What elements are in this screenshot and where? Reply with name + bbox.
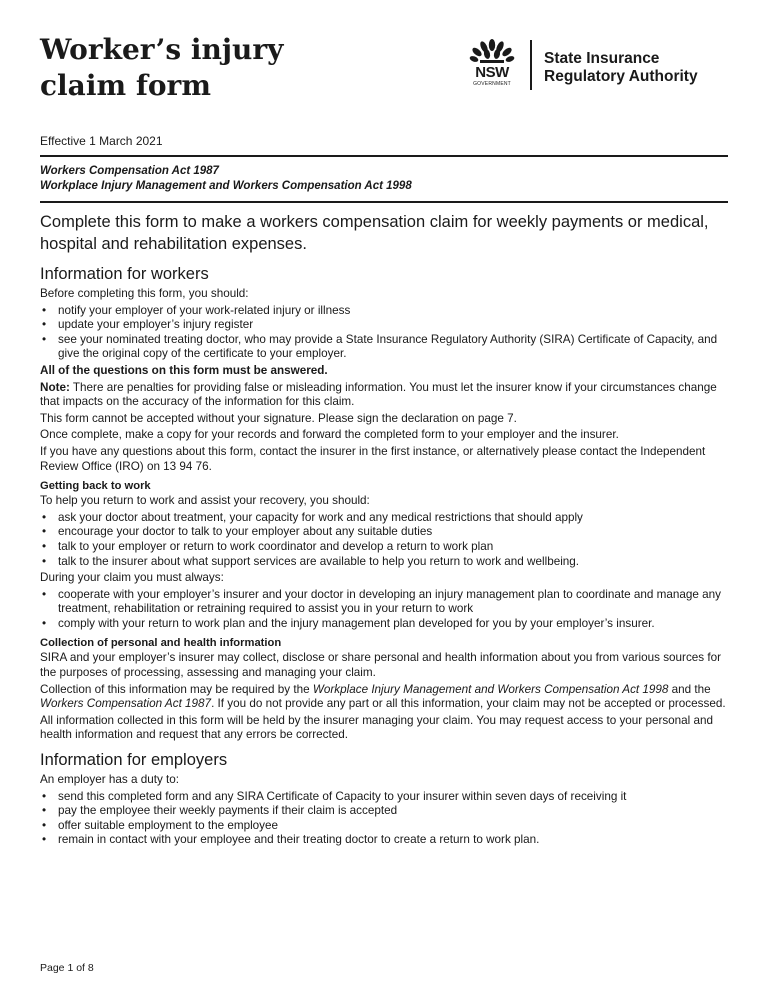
text-span: and the (668, 682, 711, 696)
legislation-list (40, 164, 412, 194)
during-claim-text: During your claim you must always: (40, 571, 224, 585)
intro-text: Complete this form to make a workers compensation claim for weekly payments or medical, hospital and rehabilitation expenses. (40, 213, 709, 253)
text-span: . If you do not provide any part or all this information, your claim may not be accepted or processed. (211, 697, 726, 711)
list-item: • encourage your doctor to talk to your employer about any suitable duties (40, 525, 730, 540)
title-line-1: Worker’s injury (40, 33, 284, 66)
collection-paragraph-1: SIRA and your employer’s insurer may collect, disclose or share personal and health information about you from various sources for the purposes of processing, assessing and managing your claim. (40, 651, 722, 680)
workers-bullet-list (40, 304, 730, 362)
list-item: • send this completed form and any SIRA Certificate of Capacity to your insurer within seven days of receiving it (40, 790, 730, 805)
all-questions-notice: All of the questions on this form must be answered. (40, 363, 328, 377)
sira-logo (466, 38, 736, 94)
note-paragraph (40, 381, 730, 410)
agency-line-2: Regulatory Authority (544, 68, 698, 85)
nsw-government-label: GOVERNMENT (473, 81, 511, 87)
text-span: Collection of this information may be required by the (40, 682, 313, 696)
page-number: Page 1 of 8 (40, 962, 94, 974)
collection-paragraph-3: All information collected in this form will be held by the insurer managing your claim. You may request access to your personal and health information and request that any errors be corrected. (40, 713, 714, 742)
note-text: There are penalties for providing false or misleading information. You must let the insurer know if your circumstances change that impacts on the accuracy of the information for this claim. (40, 380, 717, 409)
waratah-icon (466, 38, 518, 66)
list-item: • remain in contact with your employee and their treating doctor to create a return to work plan. (40, 833, 730, 848)
note-label: Note: (40, 380, 70, 394)
collection-paragraph-2 (40, 683, 730, 712)
questions-text: If you have any questions about this form, contact the insurer in the first instance, or alternatively please contact the Independent Review Office (IRO) on 13 94 76. (40, 444, 706, 473)
workers-before: Before completing this form, you should: (40, 287, 249, 300)
act-1998: Workplace Injury Management and Workers Compensation Act 1998 (40, 180, 412, 192)
nsw-waratah-logo (466, 38, 518, 94)
collection-heading: Collection of personal and health information (40, 637, 282, 650)
back-to-work-list (40, 511, 730, 569)
workers-heading: Information for workers (40, 265, 209, 283)
agency-name (544, 50, 698, 86)
form-information (40, 264, 730, 850)
act-reference: Workers Compensation Act 1987 (40, 697, 212, 711)
employers-list (40, 790, 730, 848)
nsw-wordmark: NSW (475, 64, 509, 81)
logo-divider (530, 40, 532, 90)
list-item: • ask your doctor about treatment, your capacity for work and any medical restrictions that should apply (40, 511, 730, 526)
list-item: • talk to the insurer about what support services are available to help you return to work and wellbeing. (40, 555, 730, 570)
signature-notice: This form cannot be accepted without your signature. Please sign the declaration on page 7. (40, 411, 517, 425)
act-1987: Workers Compensation Act 1987 (40, 165, 219, 177)
divider (40, 155, 728, 157)
employers-heading: Information for employers (40, 751, 228, 770)
employers-intro: An employer has a duty to: (40, 773, 180, 787)
list-item: • see your nominated treating doctor, who may provide a State Insurance Regulatory Authority (SIRA) Certificate of Capacity, and give the original copy of the certificate to your employer. (40, 333, 730, 362)
during-claim-list (40, 588, 730, 632)
list-item: • comply with your return to work plan and the injury management plan developed for you by your employer’s insurer. (40, 617, 730, 632)
list-item: • notify your employer of your work-related injury or illness (40, 304, 730, 319)
list-item: • update your employer’s injury register (40, 318, 730, 333)
list-item: • pay the employee their weekly payments if their claim is accepted (40, 804, 730, 819)
list-item: • cooperate with your employer’s insurer and your doctor in developing an injury management plan to coordinate and manage any treatment, rehabilitation or retraining required to assist you in your return to work (40, 588, 730, 617)
effective-date: Effective 1 March 2021 (40, 134, 163, 148)
act-reference: Workplace Injury Management and Workers Compensation Act 1998 (312, 682, 669, 696)
list-item: • offer suitable employment to the employee (40, 819, 730, 834)
form-title (40, 32, 340, 104)
back-to-work-intro: To help you return to work and assist your recovery, you should: (40, 494, 370, 508)
divider (40, 201, 728, 203)
title-line-2: claim form (40, 69, 211, 102)
list-item: • talk to your employer or return to work coordinator and develop a return to work plan (40, 540, 730, 555)
once-complete-text: Once complete, make a copy for your records and forward the completed form to your employer and the insurer. (40, 428, 619, 442)
back-to-work-heading: Getting back to work (40, 480, 151, 493)
agency-line-1: State Insurance (544, 50, 660, 67)
